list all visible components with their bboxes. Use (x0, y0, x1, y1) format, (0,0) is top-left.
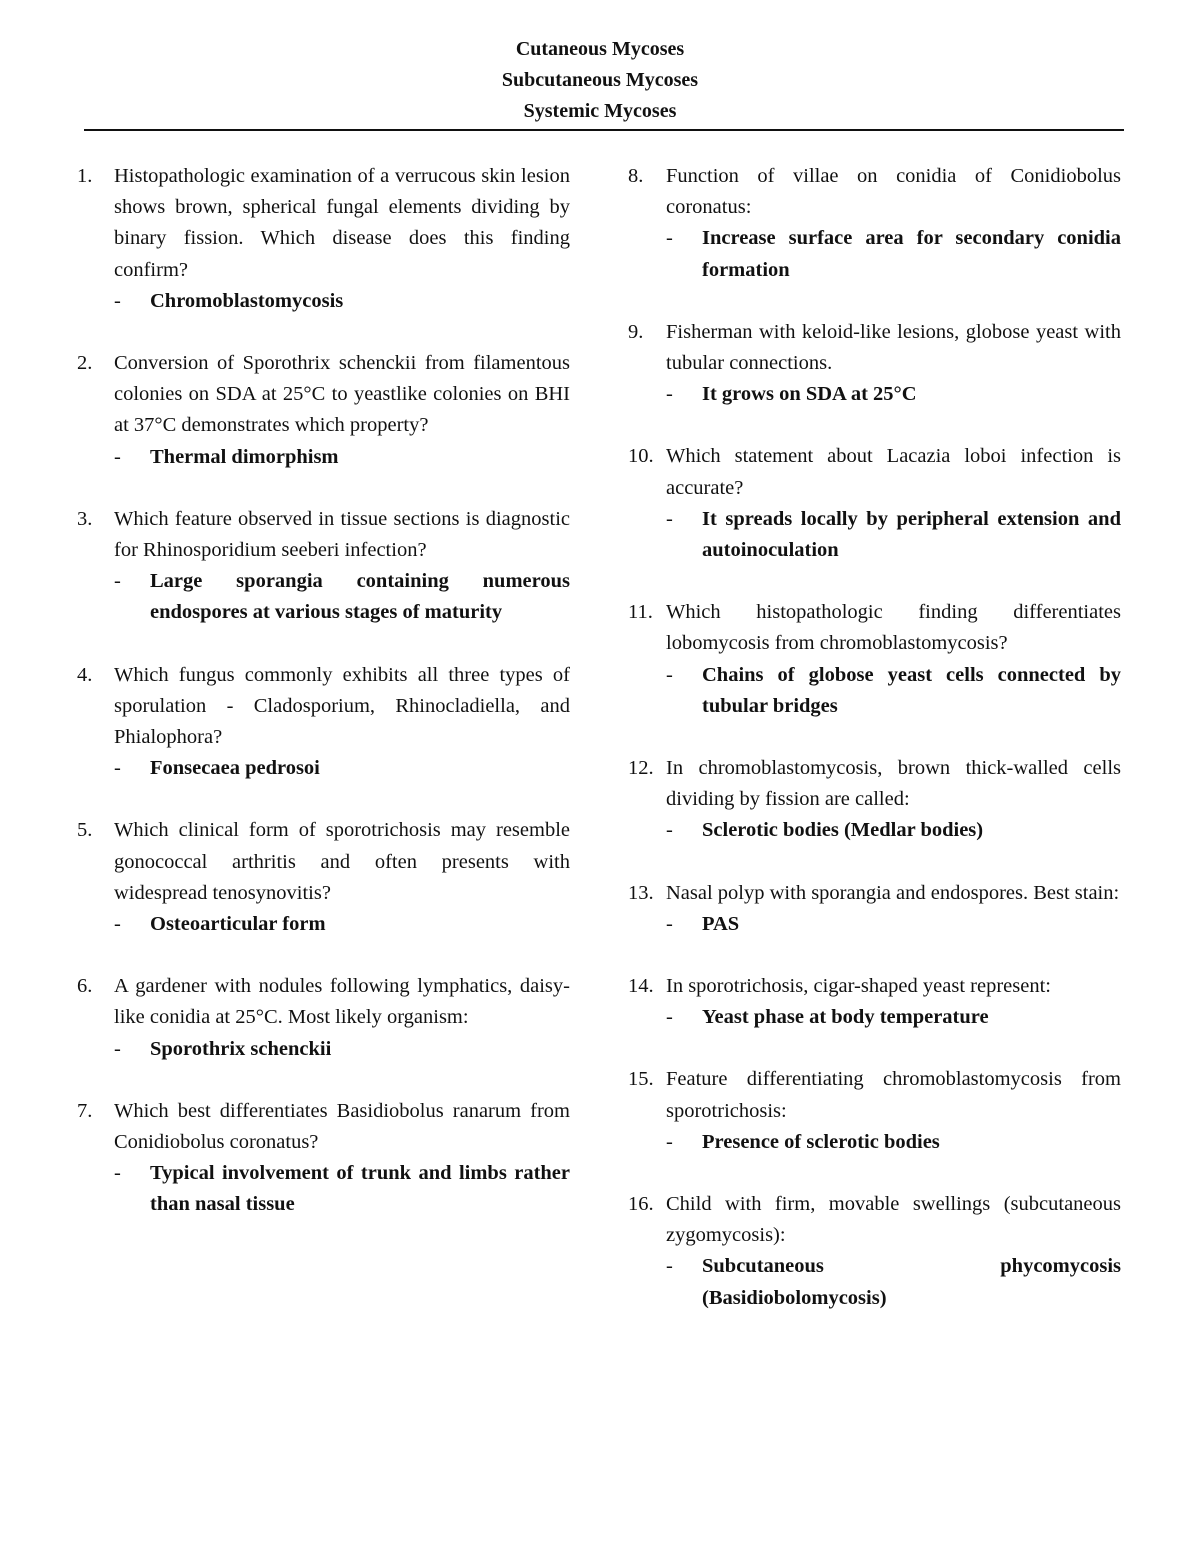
answer-text: Presence of sclerotic bodies (702, 1130, 940, 1153)
answer-text: Yeast phase at body temperature (702, 1006, 989, 1029)
answer (114, 1158, 570, 1220)
question-item-13 (628, 878, 1121, 940)
question-text: Which feature observed in tissue sections is diagnostic for Rhinosporidium seeberi infection? (114, 507, 570, 562)
question-number: 16. (628, 1193, 654, 1216)
question-text: Histopathologic examination of a verrucous skin lesion shows brown, spherical fungal elements dividing by binary fission. Which disease does this finding confirm? (114, 165, 570, 281)
question-text: Which clinical form of sporotrichosis may resemble gonococcal arthritis and often presents with widespread tenosynovitis? (114, 819, 570, 904)
answer-text: Sclerotic bodies (Medlar bodies) (702, 819, 984, 842)
question-text: A gardener with nodules following lymphatics, daisy-like conidia at 25°C. Most likely organism: (114, 975, 570, 1029)
answer (666, 379, 1121, 410)
document-header (0, 34, 1200, 127)
answer (114, 909, 570, 940)
answer-text: It spreads locally by peripheral extension and autoinoculation (702, 507, 1121, 562)
answer-text: Large sporangia containing numerous endospores at various stages of maturity (150, 570, 570, 624)
answer-text: It grows on SDA at 25°C (702, 383, 917, 406)
answer (666, 1251, 1121, 1313)
question-item-14 (628, 971, 1121, 1033)
question-text: In chromoblastomycosis, brown thick-walled cells dividing by fission are called: (666, 757, 1121, 811)
answer-dash: - (114, 1162, 121, 1185)
question-text: Child with firm, movable swellings (subcutaneous zygomycosis): (666, 1193, 1121, 1247)
question-number: 15. (628, 1068, 654, 1091)
question-item-8 (628, 161, 1121, 286)
answer-dash: - (666, 1006, 673, 1029)
answer-dash: - (666, 383, 673, 406)
question-number: 5. (77, 819, 93, 842)
answer (114, 442, 570, 473)
answer-dash: - (114, 445, 121, 468)
answer (666, 815, 1121, 846)
question-number: 11. (628, 601, 653, 624)
question-item-15 (628, 1064, 1121, 1158)
question-item-11 (628, 597, 1121, 722)
answer-text: Chains of globose yeast cells connected by tubular bridges (702, 663, 1121, 717)
question-number: 8. (628, 165, 644, 187)
header-line-cutaneous: Cutaneous Mycoses (515, 38, 685, 60)
answer-dash: - (666, 507, 673, 530)
header-line-subcutaneous: Subcutaneous Mycoses (501, 69, 699, 91)
question-number: 7. (77, 1099, 93, 1122)
answer (666, 660, 1121, 722)
question-text: Which fungus commonly exhibits all three types of sporulation - Cladosporium, Rhinocladiella, and Phialophora? (114, 663, 570, 749)
answer-text: Increase surface area for secondary conidia formation (702, 227, 1121, 281)
question-number: 10. (628, 445, 654, 468)
question-item-9 (628, 317, 1121, 411)
question-number: 2. (77, 352, 93, 375)
question-text: Fisherman with keloid-like lesions, globose yeast with tubular connections. (666, 320, 1121, 375)
answer (666, 223, 1121, 285)
question-item-1 (76, 161, 570, 317)
answer-dash: - (114, 289, 121, 312)
answer-dash: - (666, 227, 673, 250)
header-line-systemic: Systemic Mycoses (523, 100, 677, 122)
answer (114, 1034, 570, 1065)
answer-dash: - (666, 1130, 673, 1153)
answer-text: Chromoblastomycosis (150, 289, 344, 312)
answer-dash: - (666, 912, 673, 935)
question-text: Conversion of Sporothrix schenckii from filamentous colonies on SDA at 25°C to yeastlike colonies on BHI at 37°C demonstrates which property? (114, 352, 570, 437)
answer-dash: - (114, 1037, 121, 1060)
question-number: 6. (77, 975, 93, 998)
answer (666, 504, 1121, 566)
question-item-16 (628, 1189, 1121, 1314)
answer-text: Fonsecaea pedrosoi (150, 757, 320, 780)
question-item-12 (628, 753, 1121, 847)
answer-dash: - (114, 757, 121, 780)
answer-dash: - (666, 819, 673, 842)
question-text: Feature differentiating chromoblastomycosis from sporotrichosis: (666, 1068, 1121, 1122)
answer-dash: - (114, 913, 121, 936)
question-text: Which statement about Lacazia loboi infection is accurate? (666, 445, 1121, 499)
answer (666, 1002, 1121, 1033)
question-item-3 (76, 504, 570, 629)
question-item-5 (76, 815, 570, 940)
question-number: 4. (77, 663, 93, 686)
question-number: 12. (628, 757, 654, 780)
question-text: Nasal polyp with sporangia and endospores. Best stain: (666, 881, 1120, 904)
answer-text: Osteoarticular form (150, 913, 326, 936)
question-text: Which best differentiates Basidiobolus ranarum from Conidiobolus coronatus? (114, 1099, 570, 1154)
answer (666, 909, 1121, 940)
question-item-4 (76, 660, 570, 785)
question-item-6 (76, 971, 570, 1065)
left-column (76, 161, 570, 1252)
answer-text: Subcutaneous phycomycosis (Basidiobolomycosis) (702, 1255, 1121, 1309)
question-item-10 (628, 441, 1121, 566)
question-number: 14. (628, 975, 654, 998)
answer-dash: - (114, 570, 121, 593)
right-column (628, 161, 1121, 1345)
answer-dash: - (666, 663, 673, 686)
question-text: Function of villae on conidia of Conidiobolus coronatus: (666, 165, 1121, 219)
question-number: 3. (77, 507, 93, 530)
question-text: Which histopathologic finding differentiates lobomycosis from chromoblastomycosis? (666, 601, 1121, 655)
answer-dash: - (666, 1255, 673, 1278)
answer (114, 753, 570, 784)
question-item-2 (76, 348, 570, 473)
answer (114, 286, 570, 317)
answer-text: Typical involvement of trunk and limbs rather than nasal tissue (150, 1162, 570, 1216)
answer-text: PAS (702, 912, 740, 935)
answer-text: Sporothrix schenckii (150, 1037, 332, 1060)
question-number: 1. (77, 165, 93, 187)
question-number: 9. (628, 320, 644, 343)
header-divider (84, 129, 1124, 131)
answer (666, 1127, 1121, 1158)
answer-text: Thermal dimorphism (150, 445, 339, 468)
question-number: 13. (628, 881, 654, 904)
answer (114, 566, 570, 628)
question-item-7 (76, 1096, 570, 1221)
question-text: In sporotrichosis, cigar-shaped yeast represent: (666, 975, 1051, 998)
